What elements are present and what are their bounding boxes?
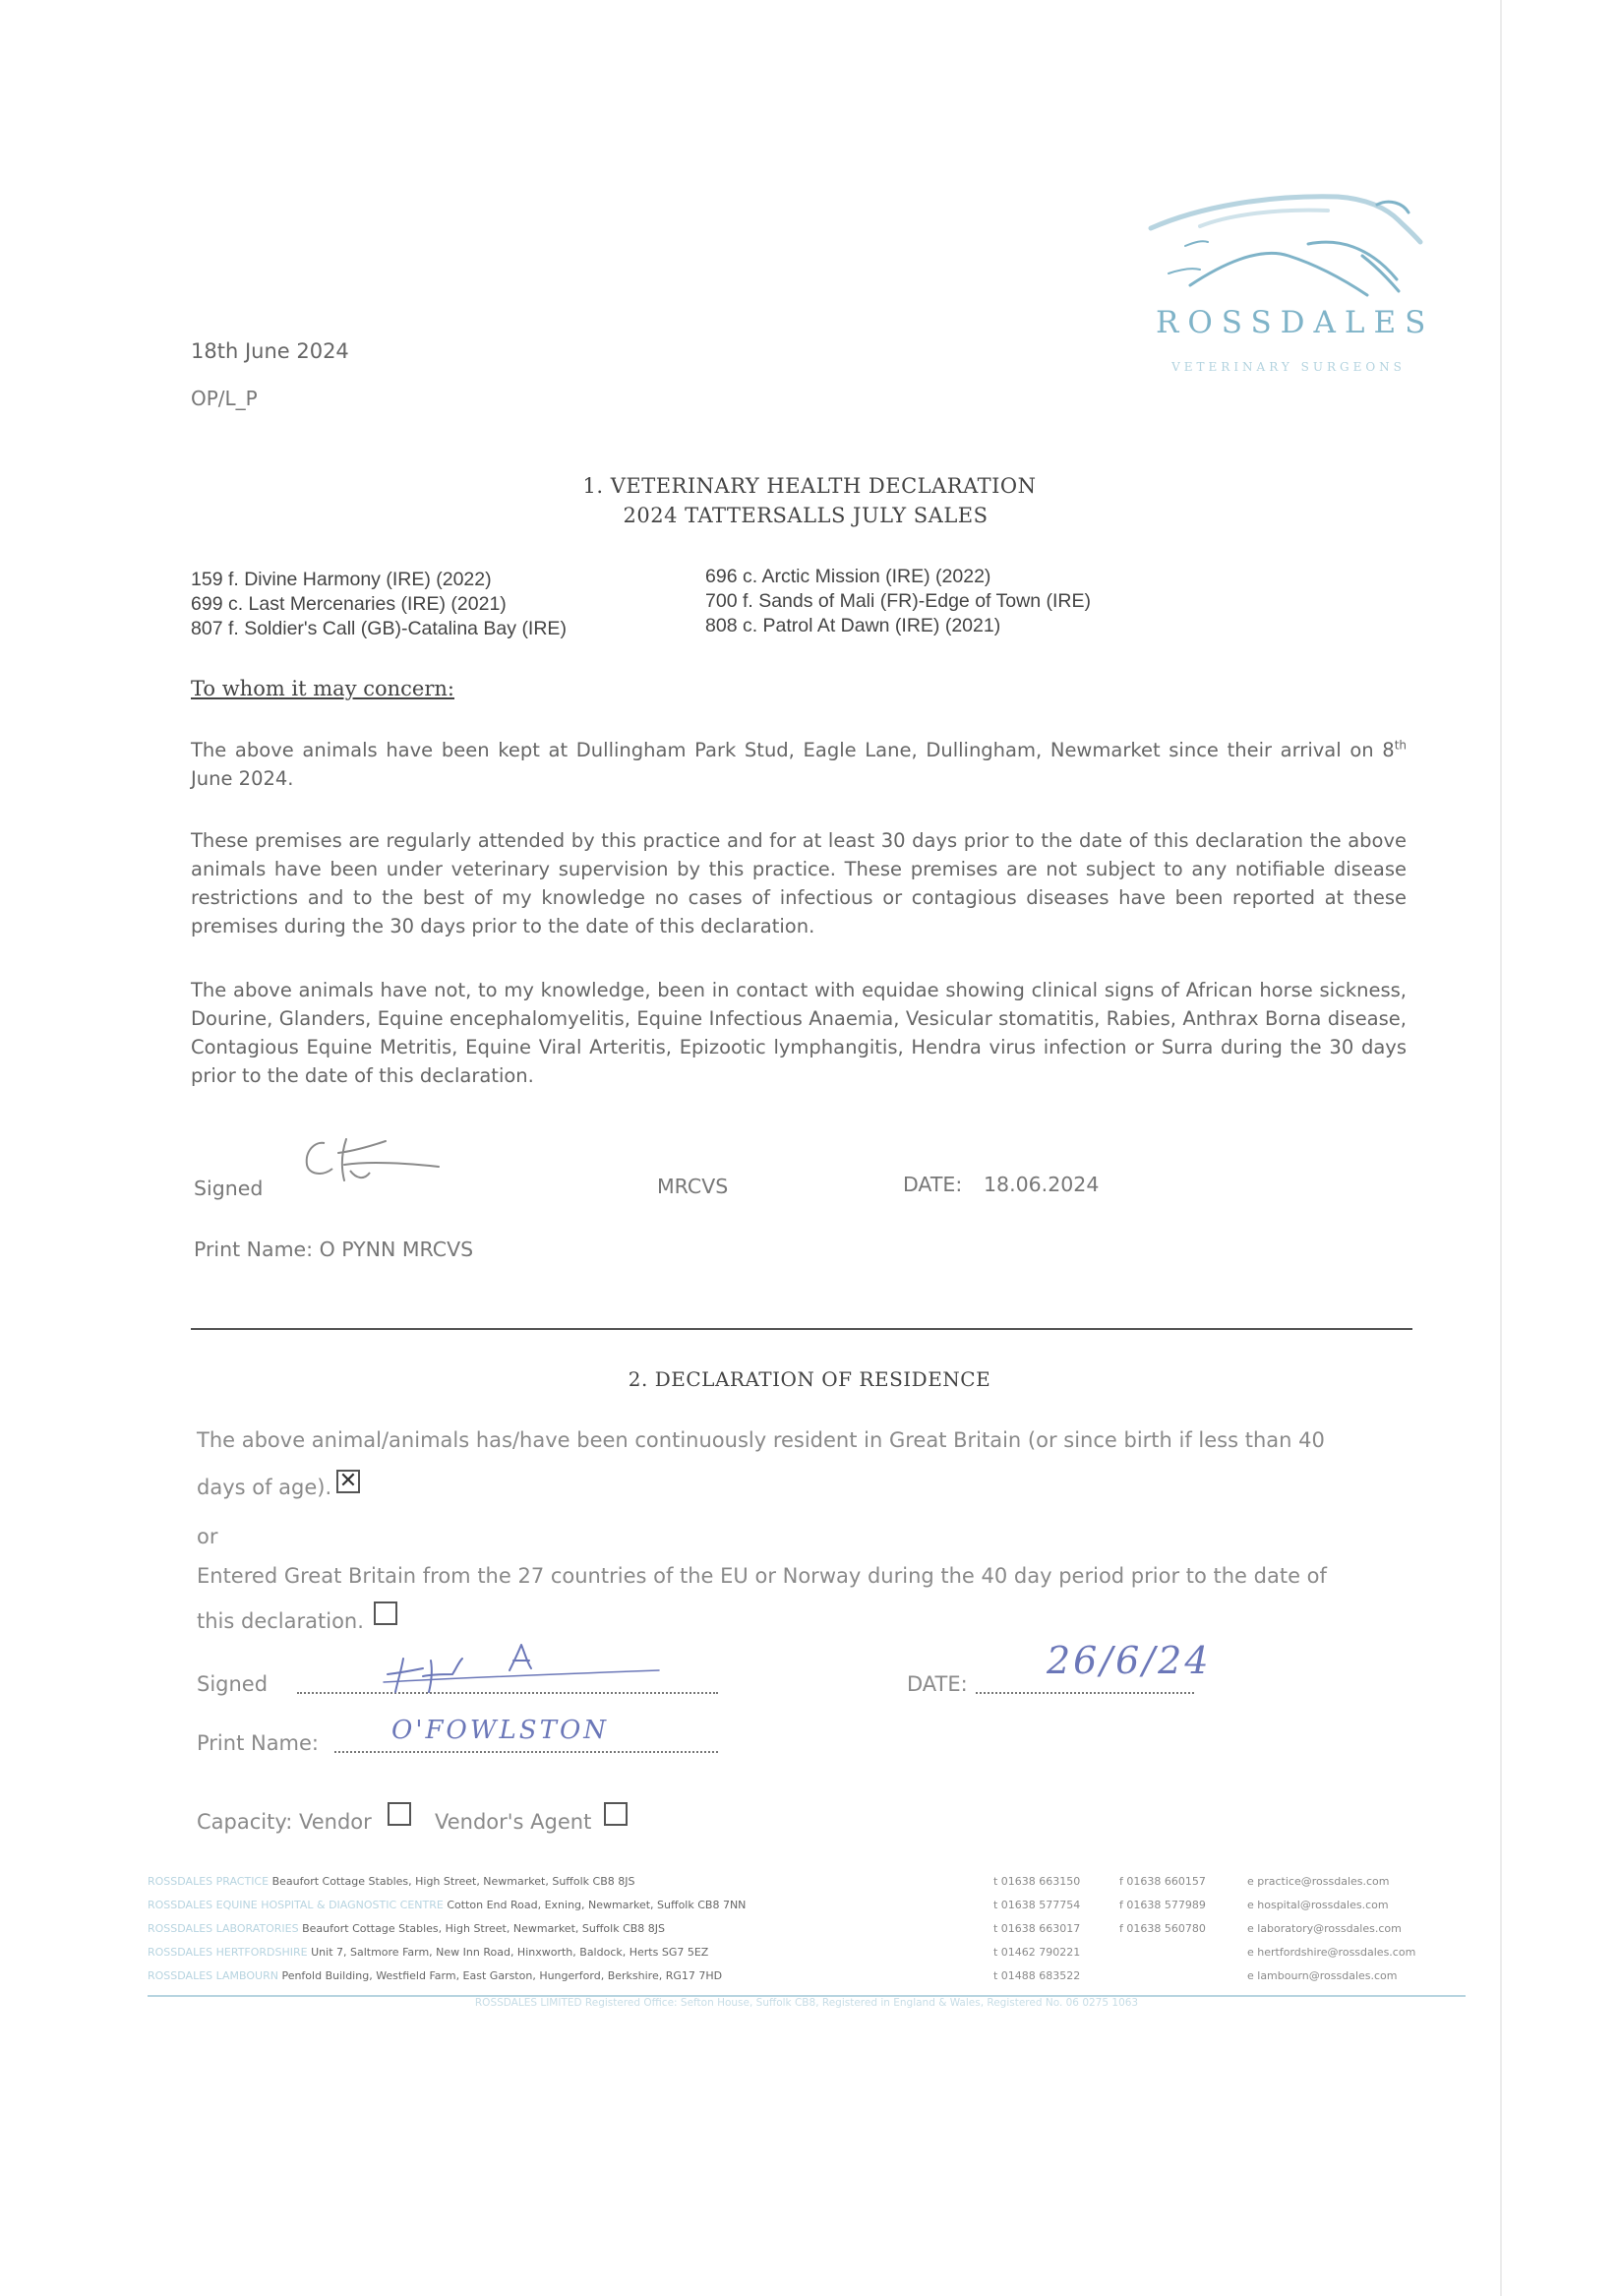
footer-org: ROSSDALES LAMBOURN [148,1969,282,1982]
footer-email: e lambourn@rossdales.com [1247,1969,1398,1982]
logo-tagline: VETERINARY SURGEONS [1171,360,1406,374]
option-entered-line2: this declaration. [197,1609,364,1633]
print-name-line [334,1751,718,1753]
footer-tel: t 01638 663150 [993,1875,1081,1888]
or-label: or [197,1525,218,1548]
paragraph-arrival [191,736,1407,793]
animal-entry: 159 f. Divine Harmony (IRE) (2022) [191,569,492,590]
horse-logo-icon [1141,187,1436,384]
entered-checkbox[interactable] [374,1601,397,1625]
animal-entry: 808 c. Patrol At Dawn (IRE) (2021) [705,615,1001,636]
footer-email: e practice@rossdales.com [1247,1875,1390,1888]
logo-wordmark: ROSSDALES [1156,305,1435,340]
capacity-label: Capacity: Vendor [197,1810,372,1834]
footer-org: ROSSDALES LABORATORIES [148,1922,303,1935]
agent-checkbox[interactable] [604,1802,628,1826]
footer-row [148,1922,1466,1942]
vet-signature [295,1131,452,1190]
section-divider [191,1328,1412,1330]
date-label: DATE: [903,1173,963,1196]
footer-fax: f 01638 560780 [1119,1922,1206,1935]
print-name-handwritten: O'FOWLSTON [391,1716,610,1745]
vendor-checkbox[interactable] [388,1802,411,1826]
paragraph-supervision: These premises are regularly attended by this practice and for at least 30 days prior to the date of this declaration the above animals have been under veterinary supervision by this practice. These premises are not subject to any notifiable disease restrictions and to the best of my knowledge no cases of infectious or contagious diseases have been reported at these premises during the 30 days prior to the date of this declaration. [191,829,1407,937]
footer-email: e hertfordshire@rossdales.com [1247,1946,1416,1959]
footer-row [148,1899,1466,1918]
letter-date: 18th June 2024 [191,339,349,363]
section2-title: 2. DECLARATION OF RESIDENCE [628,1367,991,1391]
footer-org: ROSSDALES EQUINE HOSPITAL & DIAGNOSTIC CENTRE [148,1899,448,1911]
footer-org: ROSSDALES HERTFORDSHIRE [148,1946,312,1959]
scan-edge [1500,0,1502,2296]
footer-row [148,1875,1466,1895]
footer-address: Beaufort Cottage Stables, High Street, Newmarket, Suffolk CB8 8JS [302,1922,666,1935]
animal-entry: 696 c. Arctic Mission (IRE) (2022) [705,566,991,587]
animal-entry: 699 c. Last Mercenaries (IRE) (2021) [191,593,507,615]
paragraph-arrival-text: The above animals have been kept at Dullingham Park Stud, Eagle Lane, Dullingham, Newmarket since their arrival on 8 [191,739,1395,761]
section1-subtitle: 2024 TATTERSALLS JULY SALES [623,504,989,527]
mrcvs-label: MRCVS [657,1175,729,1198]
animal-list-right [705,565,1091,638]
option-resident-line2: days of age). [197,1476,332,1499]
date-line [976,1692,1194,1694]
animal-list-left [191,568,567,641]
footer-fax: f 01638 660157 [1119,1875,1206,1888]
signed-label: Signed [194,1177,264,1200]
footer-legal: ROSSDALES LIMITED Registered Office: Sefton House, Suffolk CB8, Registered in England & Wales, Registered No. 06 0275 1063 [474,1997,1139,2009]
animal-entry: 807 f. Soldier's Call (GB)-Catalina Bay (IRE) [191,618,567,639]
footer-row [148,1969,1466,1989]
footer-tel: t 01638 577754 [993,1899,1081,1911]
footer-tel: t 01488 683522 [993,1969,1081,1982]
footer-email: e hospital@rossdales.com [1247,1899,1389,1911]
animal-entry: 700 f. Sands of Mali (FR)-Edge of Town (IRE) [705,590,1091,612]
signed-label: Signed [197,1672,269,1696]
print-name-label: Print Name: [197,1731,320,1755]
paragraph-disease-contact: The above animals have not, to my knowledge, been in contact with equidae showing clinical signs of African horse sickness, Dourine, Glanders, Equine encephalomyelitis, Equine Infectious Anaemia, Vesicular stomatitis, Rabies, Anthrax Borna disease, Contagious Equine Metritis, Equine Viral Arteritis, Epizootic lymphangitis, Hendra virus infection or Surra during the 30 days prior to the date of this declaration. [191,979,1407,1087]
footer-address: Penfold Building, Westfield Farm, East Garston, Hungerford, Berkshire, RG17 7HD [281,1969,723,1982]
footer-address: Cotton End Road, Exning, Newmarket, Suffolk CB8 7NN [447,1899,747,1911]
agent-label: Vendor's Agent [435,1810,592,1834]
letter-reference: OP/L_P [191,387,258,410]
salutation: To whom it may concern: [191,677,454,700]
resident-checkbox[interactable]: ✕ [336,1470,360,1493]
footer-row [148,1946,1466,1965]
option-resident-line1: The above animal/animals has/have been continuously resident in Great Britain (or since birth if less than 40 [197,1428,1325,1452]
date-value: 18.06.2024 [984,1173,1100,1196]
print-name: Print Name: O PYNN MRCVS [194,1238,474,1261]
footer-fax: f 01638 577989 [1119,1899,1206,1911]
vendor-signature [374,1639,669,1698]
ordinal-suffix: th [1394,738,1407,753]
footer-address: Beaufort Cottage Stables, High Street, Newmarket, Suffolk CB8 8JS [271,1875,635,1888]
footer-tel: t 01638 663017 [993,1922,1081,1935]
date-handwritten: 26/6/24 [1047,1639,1212,1682]
footer-org: ROSSDALES PRACTICE [148,1875,272,1888]
footer-address: Unit 7, Saltmore Farm, New Inn Road, Hinxworth, Baldock, Herts SG7 5EZ [311,1946,709,1959]
footer-email: e laboratory@rossdales.com [1247,1922,1402,1935]
section1-title: 1. VETERINARY HEALTH DECLARATION [582,474,1037,498]
paragraph-arrival-end: June 2024. [191,767,294,790]
option-entered-line1: Entered Great Britain from the 27 countries of the EU or Norway during the 40 day period prior to the date of [197,1564,1327,1588]
date-label: DATE: [907,1672,968,1696]
footer-tel: t 01462 790221 [993,1946,1081,1959]
